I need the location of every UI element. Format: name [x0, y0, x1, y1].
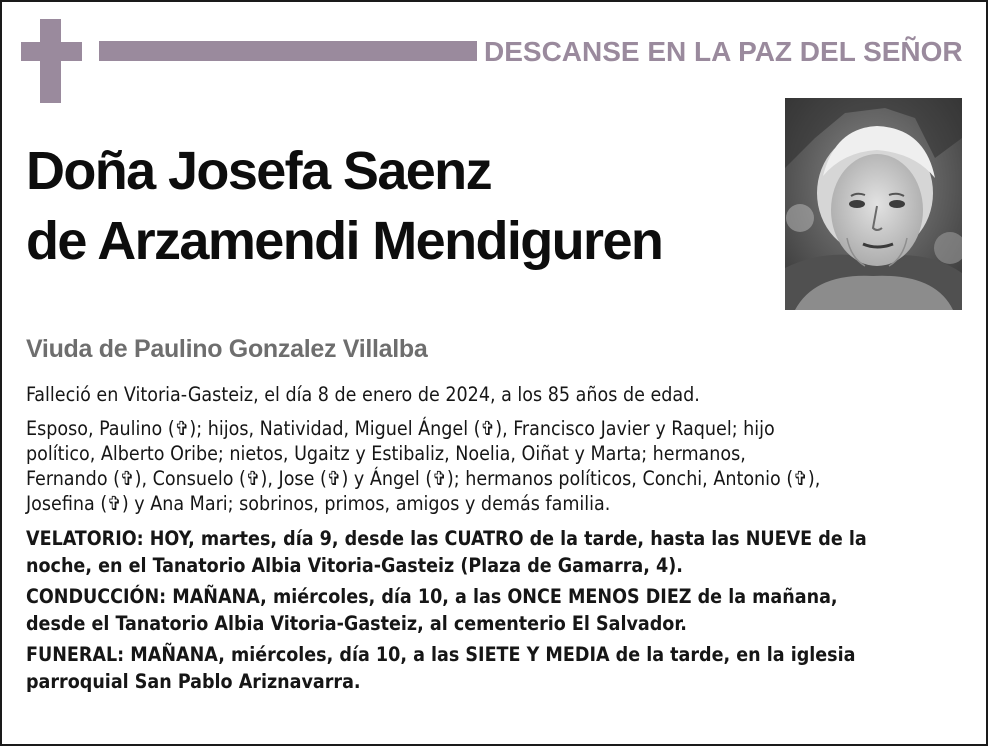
widow-of-subtitle: Viuda de Paulino Gonzalez Villalba: [26, 335, 428, 363]
cross-icon-vertical: [40, 19, 61, 103]
wake-info: [26, 525, 966, 579]
family-list: [26, 416, 966, 516]
header-rule: [99, 41, 477, 61]
procession-info-line: desde el Tanatorio Albia Vitoria-Gasteiz, al cementerio El Salvador.: [26, 612, 687, 635]
funeral-info-line: FUNERAL: MAÑANA, miércoles, día 10, a las SIETE Y MEDIA de la tarde, en la iglesia: [26, 643, 856, 666]
funeral-info: [26, 641, 966, 695]
procession-info-line: CONDUCCIÓN: MAÑANA, miércoles, día 10, a las ONCE MENOS DIEZ de la mañana,: [26, 585, 838, 608]
deceased-name-line2: de Arzamendi Mendiguren: [26, 211, 663, 271]
header-title: DESCANSE EN LA PAZ DEL SEÑOR: [484, 36, 963, 67]
wake-info-line: VELATORIO: HOY, martes, día 9, desde las CUATRO de la tarde, hasta las NUEVE de la: [26, 527, 867, 550]
deceased-name: [26, 136, 786, 276]
death-announcement: [26, 382, 966, 407]
family-list-line: político, Alberto Oribe; nietos, Ugaitz y Estibaliz, Noelia, Oiñat y Marta; hermanos,: [26, 442, 746, 465]
procession-info: [26, 583, 966, 637]
portrait-photo: [785, 98, 962, 310]
family-list-line: Josefina (✞) y Ana Mari; sobrinos, primos, amigos y demás familia.: [26, 492, 611, 515]
portrait-photo-icon: [785, 98, 962, 310]
funeral-info-line: parroquial San Pablo Ariznavarra.: [26, 670, 361, 693]
death-announcement-text: Falleció en Vitoria-Gasteiz, el día 8 de enero de 2024, a los 85 años de edad.: [26, 383, 700, 406]
family-list-line: Fernando (✞), Consuelo (✞), Jose (✞) y Ángel (✞); hermanos políticos, Conchi, Antonio (✞),: [26, 467, 821, 490]
wake-info-line: noche, en el Tanatorio Albia Vitoria-Gasteiz (Plaza de Gamarra, 4).: [26, 554, 683, 577]
family-list-line: Esposo, Paulino (✞); hijos, Natividad, Miguel Ángel (✞), Francisco Javier y Raquel; hijo: [26, 417, 775, 440]
deceased-name-line1: Doña Josefa Saenz: [26, 141, 491, 201]
cross-icon-horizontal: [21, 42, 82, 61]
obituary-body: [26, 382, 966, 699]
